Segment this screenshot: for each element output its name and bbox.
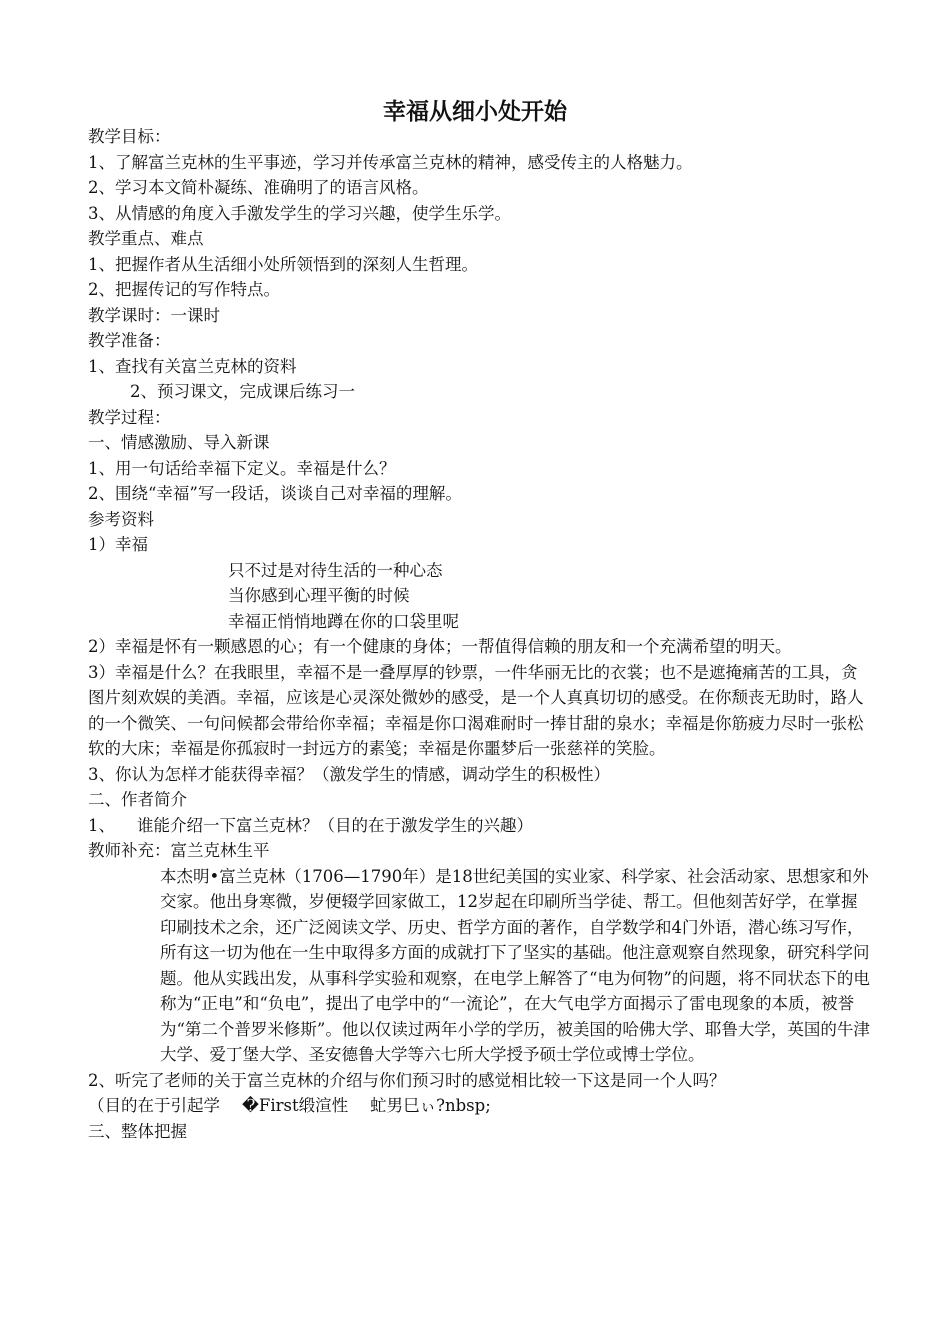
question-1: 1、用一句话给幸福下定义。幸福是什么？	[88, 458, 396, 478]
objective-1: 1、了解富兰克林的生平事迹，学习并传承富兰克林的精神，感受传主的人格魅力。	[88, 152, 693, 172]
garbled-part-2: �First缎渲性	[242, 1096, 349, 1115]
garbled-part-3: 虻男巳ぃ?nbsp;	[370, 1096, 491, 1115]
objective-2: 2、学习本文简朴凝练、准确明了的语言风格。	[88, 178, 429, 197]
author-question-2: 2、听完了老师的关于富兰克林的介绍与你们预习时的感觉相比较一下这是同一个人吗？	[88, 1070, 726, 1090]
reference-1-label: 1）幸福	[88, 535, 148, 554]
key-point-1: 1、把握作者从生活细小处所领悟到的深刻人生哲理。	[88, 254, 478, 274]
heading-references: 参考资料	[88, 509, 154, 529]
section-3-heading: 三、整体把握	[88, 1121, 187, 1141]
preparation-1: 1、查找有关富兰克林的资料	[88, 356, 297, 376]
reference-2: 2）幸福是怀有一颗感恩的心；有一个健康的身体；一帮值得信赖的朋友和一个充满希望的明天。	[88, 637, 792, 656]
reference-3: 3）幸福是什么？在我眼里，幸福不是一叠厚厚的钞票，一件华丽无比的衣裳；也不是遮掩痛苦的工具，贪图片刻欢娱的美酒。幸福，应该是心灵深处微妙的感受，是一个人真真切切的感受。在你颓丧无助时，路人的一个微笑、一句问候都会带给你幸福；幸福是你口渴难耐时一捧甘甜的泉水；幸福是你筋疲力尽时一张松软的大床；幸福是你孤寂时一封远方的素笺；幸福是你噩梦后一张慈祥的笑脸。	[88, 662, 864, 758]
objective-3: 3、从情感的角度入手激发学生的学习兴趣，使学生乐学。	[88, 203, 511, 223]
teacher-supplement: 教师补充：富兰克林生平	[88, 841, 270, 860]
poem-line-2: 当你感到心理平衡的时候	[228, 586, 410, 605]
franklin-biography: 本杰明•富兰克林（1706—1790年）是18世纪美国的实业家、科学家、社会活动家、思想家和外交家。他出身寒微，岁便辍学回家做工，12岁起在印刷所当学徒、帮工。但他刻苦好学，在掌握印刷技术之余，还广泛阅读文学、历史、哲学方面的著作，自学数学和4门外语，潜心练习写作，所有这一切为他在一生中取得多方面的成就打下了坚实的基础。他注意观察自然现象，研究科学问题。他从实践出发，从事科学实验和观察，在电学上解答了“电为何物”的问题，将不同状态下的电称为“正电”和“负电”，提出了电学中的“一流论”，在大气电学方面揭示了雷电现象的本质，被誉为“第二个普罗米修斯”。他以仅读过两年小学的学历，被美国的哈佛大学、耶鲁大学，英国的牛津大学、爱丁堡大学、圣安德鲁大学等六七所大学授予硕士学位或博士学位。	[160, 866, 870, 1064]
garbled-line	[88, 1093, 870, 1119]
heading-process: 教学过程：	[88, 407, 171, 427]
class-hours: 教学课时：一课时	[88, 305, 220, 325]
heading-preparation: 教学准备：	[88, 331, 171, 350]
poem-line-3: 幸福正悄悄地蹲在你的口袋里呢	[228, 611, 459, 631]
key-point-2: 2、把握传记的写作特点。	[88, 280, 280, 299]
poem-line-1: 只不过是对待生活的一种心态	[228, 560, 443, 580]
author-question-1-number: 1、	[88, 815, 115, 835]
garbled-part-1: （目的在于引起学	[88, 1096, 220, 1115]
question-3: 3、你认为怎样才能获得幸福？（激发学生的情感，调动学生的积极性）	[88, 764, 610, 784]
section-2-heading: 二、作者简介	[88, 790, 187, 809]
section-1-heading: 一、情感激励、导入新课	[88, 433, 270, 452]
author-question-1	[88, 813, 870, 839]
heading-key-points: 教学重点、难点	[88, 229, 204, 248]
author-question-1-text: 谁能介绍一下富兰克林？（目的在于激发学生的兴趣）	[137, 815, 533, 835]
heading-objectives: 教学目标：	[88, 127, 171, 146]
document-title: 幸福从细小处开始	[383, 99, 567, 125]
preparation-2: 2、预习课文，完成课后练习一	[130, 382, 355, 401]
question-2: 2、围绕“幸福”写一段话，谈谈自己对幸福的理解。	[88, 484, 462, 503]
document-body	[88, 124, 870, 1144]
